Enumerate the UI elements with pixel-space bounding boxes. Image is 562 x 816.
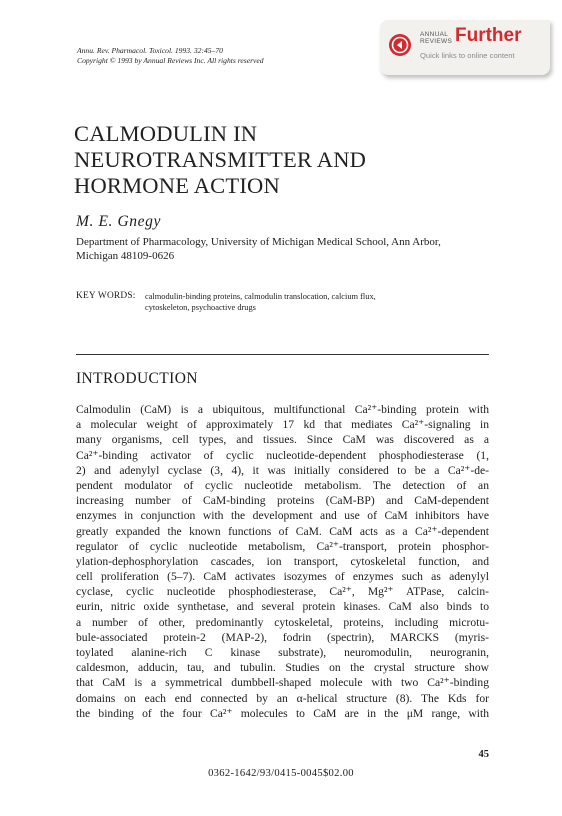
- footer-code: 0362-1642/93/0415-0045$02.00: [208, 768, 354, 779]
- page-number: 45: [478, 749, 489, 760]
- body-line: a number of other, predominantly cytoskeletal, proteins, including microtu-: [76, 615, 489, 629]
- article-title: [74, 121, 494, 199]
- body-line: bule-associated protein-2 (MAP-2), fodrin (spectrin), MARCKS (myris-: [76, 630, 489, 644]
- affiliation-line-2: Michigan 48109-0626: [76, 250, 175, 262]
- journal-citation: [77, 46, 377, 66]
- title-line-3: HORMONE ACTION: [74, 173, 280, 198]
- body-line: Calmodulin (CaM) is a ubiquitous, multifunctional Ca²⁺-binding protein with: [76, 403, 489, 416]
- body-line: 2) and adenylyl cyclase (3, 4), it was initially considered to be a Ca²⁺-de-: [76, 463, 489, 477]
- body-line: Ca²⁺-binding activator of cyclic nucleotide-dependent phosphodiesterase (1,: [76, 448, 489, 462]
- body-line: that CaM is a symmetrical dumbbell-shaped molecule with two Ca²⁺-binding: [76, 676, 489, 690]
- title-line-1: CALMODULIN IN: [74, 121, 258, 146]
- affiliation-line-1: Department of Pharmacology, University of Michigan Medical School, Ann Arbor,: [76, 236, 441, 248]
- annual-reviews-logo-text: [420, 31, 452, 45]
- title-line-2: NEUROTRANSMITTER AND: [74, 147, 367, 172]
- further-subtitle: Quick links to online content: [420, 51, 515, 60]
- body-line: greatly expanded the known functions of CaM. CaM acts as a Ca²⁺-dependent: [76, 524, 489, 538]
- body-line: regulator of cyclic nucleotide metabolism, Ca²⁺-transport, protein phosphor-: [76, 539, 489, 553]
- keywords-line-1: calmodulin-binding proteins, calmodulin translocation, calcium flux,: [145, 292, 376, 301]
- further-badge[interactable]: [380, 20, 550, 75]
- body-line: pendent modulator of cyclic nucleotide metabolism. The detection of an: [76, 478, 489, 492]
- reviews-label: REVIEWS: [420, 38, 453, 45]
- body-line: increasing number of CaM-binding proteins (CaM-BP) and CaM-dependent: [76, 494, 489, 508]
- section-divider: [76, 354, 489, 355]
- body-line: caldesmon, adducin, tau, and tubulin. Studies on the crystal structure show: [76, 661, 489, 675]
- body-line: enzymes in conjunction with the development and use of CaM inhibitors have: [76, 509, 489, 523]
- body-line: eurin, nitric oxide synthetase, and several protein kinases. CaM also binds to: [76, 600, 489, 614]
- left-arrow-circle-icon: [389, 34, 411, 56]
- body-line: cyclase, cyclic nucleotide phosphodiesterase, Ca²⁺, Mg²⁺ ATPase, calcin-: [76, 585, 489, 599]
- body-line: many organisms, cell types, and tissues. Since CaM was discovered as a: [76, 433, 489, 447]
- body-text: [76, 402, 489, 721]
- body-line: domains on each end connected by an α-helical structure (8). The Kds for: [76, 691, 489, 705]
- body-line: the binding of the four Ca²⁺ molecules to CaM are in the μM range, with: [76, 706, 489, 720]
- author-affiliation: [76, 235, 496, 263]
- citation-line-2: Copyright © 1993 by Annual Reviews Inc. All rights reserved: [77, 56, 264, 65]
- keywords-label: KEY WORDS:: [76, 291, 136, 301]
- further-label: Further: [455, 25, 522, 46]
- keywords-line-2: cytoskeleton, psychoactive drugs: [145, 303, 256, 312]
- citation-line-1: Annu. Rev. Pharmacol. Toxicol. 1993. 32:45–70: [77, 46, 223, 55]
- body-line: ylation-dephosphorylation cascades, ion transport, cytoskeletal function, and: [76, 554, 489, 568]
- author-name: M. E. Gnegy: [76, 213, 161, 230]
- keywords-text: [145, 291, 485, 313]
- body-line: a molecular weight of approximately 17 kd that mediates Ca²⁺-signaling in: [76, 418, 489, 432]
- section-heading: INTRODUCTION: [76, 370, 198, 387]
- annual-label: ANNUAL: [420, 31, 449, 38]
- body-line: toylated alanine-rich C kinase substrate), neuromodulin, neurogranin,: [76, 646, 489, 659]
- body-line: cell proliferation (5–7). CaM activates isozymes of enzymes such as adenylyl: [76, 570, 489, 584]
